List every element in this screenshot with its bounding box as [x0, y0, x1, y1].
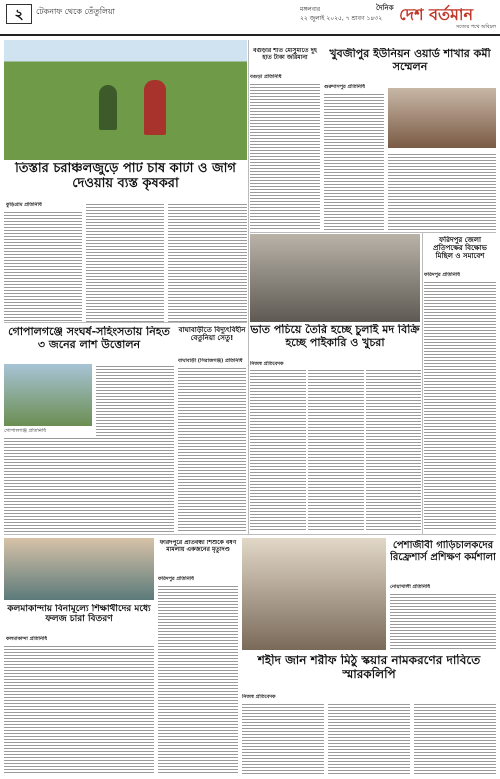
issue-date: ২২ জুলাই ২০২৫, ৭ শ্রাবণ ১৪৩২	[300, 15, 383, 22]
bhat-headline: ভাত পচিয়ে তৈরি হচ্ছে চুলাই মদ বিক্রি হচ্ছে পাইকারি ও খুচরা	[250, 324, 420, 349]
drivers-byline: নোয়াখালী প্রতিনিধি	[390, 584, 431, 590]
shoe-headline: বগুড়ার শীত মৌসুমীতে দুই হাত টাকা জরিমানা	[253, 48, 317, 61]
bagha-byline: বাঘাবাড়ী (সিরাজগঞ্জ) প্রতিনিধি	[178, 358, 243, 364]
masthead-logo: $^{দৈনিক}$ দেশ বর্তমান	[376, 4, 474, 24]
bhat-body-col-1	[250, 368, 306, 530]
shahid-body-col-1	[242, 702, 324, 774]
kalmakanda-body	[4, 644, 154, 774]
liquor-pots-photo	[250, 234, 420, 322]
gopalganj-body-col-1	[96, 364, 174, 436]
kalmakanda-byline: কলমাকান্দা প্রতিনিধি	[6, 636, 48, 642]
bagha-headline: বাঘাবাড়ীতে বিদ্যুৎবিহীন বেতুনিয়া সেতু!	[178, 326, 246, 343]
khudgipur-body-col-1	[324, 92, 384, 230]
kalmakanda-photo	[4, 538, 154, 600]
faridpur-right-headline: ফরিদপুর জেলা প্রতিপক্ষের বিক্ষোভ মিছিল ও সমাবেশ	[433, 236, 487, 261]
khudgipur-byline: গুরুদাসপুর প্রতিনিধি	[324, 84, 366, 90]
gopalganj-photo	[4, 364, 92, 426]
jute-body-col-1	[4, 210, 82, 322]
drivers-body	[390, 592, 496, 650]
bhat-body-col-2	[308, 368, 364, 530]
shoe-byline: বগুড়া প্রতিনিধি	[250, 74, 282, 80]
page-number: ২	[6, 4, 32, 24]
shahid-body-col-3	[414, 702, 496, 774]
shahid-headline: শহীদ জান শরীফ মিঠু স্কয়ার নামকরণের দাবিতে স্মারকলিপি	[257, 654, 481, 681]
shahid-byline: নিজস্ব প্রতিবেদক	[242, 694, 276, 700]
masthead	[376, 2, 496, 32]
khudgipur-body-col-2	[388, 152, 496, 230]
weekday: মঙ্গলবার	[300, 6, 321, 13]
drivers-headline: পেশাজীবী গাড়িচালকদের রিফ্রেশার্স প্রশিক্ষণ কর্মশালা	[390, 540, 496, 563]
faridpur-child-headline: ফরিদপুরে প্রতিবন্ধী শিশুকে বর্ষণ মামলায় একজনের মৃত্যুদণ্ড	[159, 540, 237, 553]
jute-byline: কুড়িগ্রাম প্রতিনিধি	[6, 202, 42, 208]
jute-body-col-2	[86, 202, 164, 322]
khudgipur-meeting-photo	[388, 88, 496, 148]
faridpur-child-body	[158, 584, 238, 774]
kalmakanda-headline: কলমাকান্দায় বিনামূল্যে শিক্ষার্থীদের মধ্যে ফলজ চারা বিতরণ	[7, 604, 151, 625]
divider	[4, 534, 496, 535]
shahid-body-col-2	[328, 702, 410, 774]
column-divider	[422, 232, 423, 534]
jute-body-col-3	[168, 202, 247, 322]
khudgipur-headline: খুবজীপুর ইউনিয়ন ওয়ার্ড শাখার কর্মী সম্মেলন	[329, 48, 491, 73]
section-tagline: টেকনাফ থেকে তেঁতুলিয়া	[36, 7, 116, 16]
faridpur-right-body	[424, 280, 496, 530]
gopalganj-caption: গোপালগঞ্জ প্রতিনিধি	[4, 428, 47, 434]
shoe-body	[250, 82, 320, 230]
masthead-motto: সত্যের পথে অবিচল	[455, 24, 496, 30]
jute-field-photo	[4, 40, 247, 160]
divider	[4, 322, 247, 323]
shahid-memorandum-photo	[242, 538, 386, 650]
bhat-body-col-3	[366, 368, 421, 530]
bagha-body	[178, 366, 246, 532]
faridpur-right-byline: ফরিদপুর প্রতিনিধি	[424, 272, 460, 278]
column-divider	[248, 40, 249, 534]
bhat-byline: নিজস্ব প্রতিবেদক	[250, 361, 284, 367]
faridpur-child-byline: ফরিদপুর প্রতিনিধি	[158, 576, 194, 582]
divider	[250, 232, 496, 233]
gopalganj-body-col-2	[4, 436, 174, 532]
jute-headline: তিস্তার চরাঞ্চলজুড়ে পাট চাষ কাটা ও জাগ দেওয়ায় ব্যস্ত কৃষকরা	[15, 162, 236, 191]
header-rule	[0, 34, 500, 36]
gopalganj-headline: গোপালগঞ্জে সংঘর্ষ-সহিংসতায় নিহত ৩ জনের লাশ উত্তোলন	[8, 326, 170, 351]
